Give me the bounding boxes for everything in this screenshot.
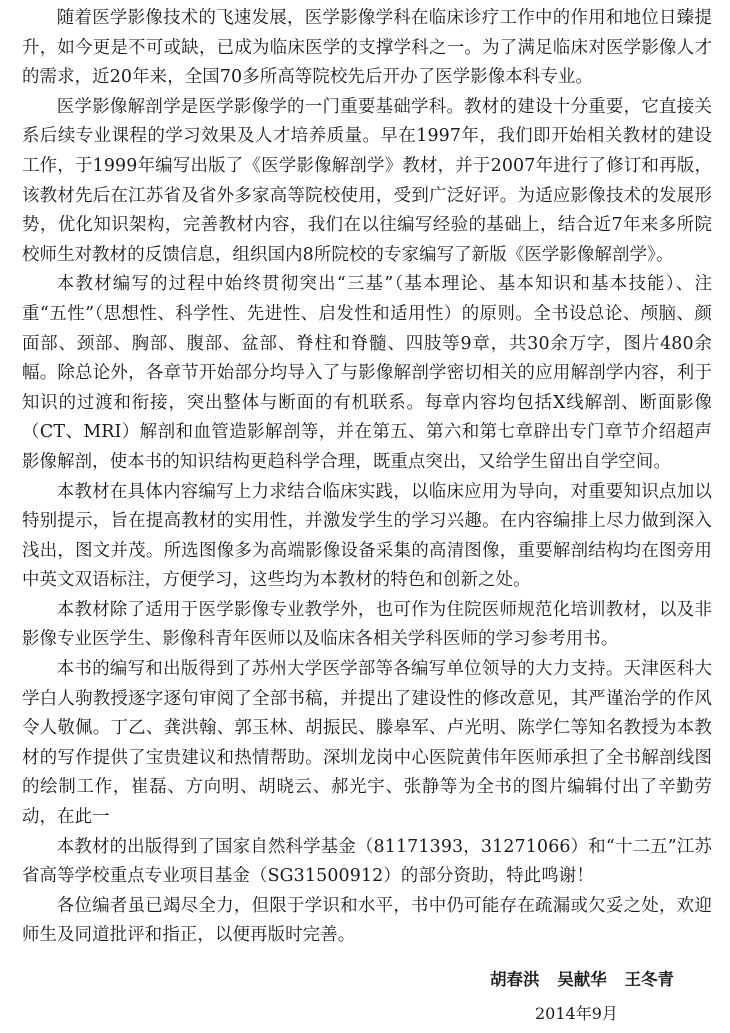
paragraph-audience: 本教材除了适用于医学影像专业教学外，也可作为住院医师规范化培训教材，以及非影像专业医学生、影像科青年医师以及临床各相关学科医师的学习参考用书。 [22, 599, 712, 650]
paragraph-practice: 本教材在具体内容编写上力求结合临床实践，以临床应用为导向，对重要知识点加以特别提示，旨在提高教材的实用性，并激发学生的学习兴趣。在内容编排上尽力做到深入浅出，图文并茂。所选图像多为高端影像设备采集的高清图像，重要解剖结构均在图旁用中英文双语标注，方便学习，这些均为本教材的特色和创新之处。 [22, 481, 712, 591]
author-name: 王冬青 [624, 970, 674, 989]
preface-date: 2014年9月 [535, 1004, 618, 1023]
paragraph-principles: 本教材编写的过程中始终贯彻突出“三基”（基本理论、基本知识和基本技能）、注重“五性”（思想性、科学性、先进性、启发性和适用性）的原则。全书设总论、颅脑、颜面部、颈部、胸部、腹部、盆部、脊柱和脊髓、四肢等9章，共30余万字，图片480余幅。除总论外，各章节开始部分均导入了与影像解剖学密切相关的应用解剖学内容，利于知识的过渡和衔接，突出整体与断面的有机联系。每章内容均包括X线解剖、断面影像（CT、MRI）解剖和血管造影解剖等，并在第五、第六和第七章辟出专门章节介绍超声影像解剖，使本书的知识结构更趋科学合理，既重点突出，又给学生留出自学空间。 [22, 274, 712, 472]
author-name: 吴献华 [557, 970, 607, 989]
author-signature [490, 969, 720, 991]
preface-body [22, 4, 712, 951]
paragraph-intro: 随着医学影像技术的飞速发展，医学影像学科在临床诊疗工作中的作用和地位日臻提升，如今更是不可或缺，已成为临床医学的支撑学科之一。为了满足临床对医学影像人才的需求，近20年来，全国70多所高等院校先后开办了医学影像本科专业。 [22, 8, 712, 88]
paragraph-funding: 本教材的出版得到了国家自然科学基金（81171393，31271066）和“十二五”江苏省高等学校重点专业项目基金（SG31500912）的部分资助，特此鸣谢！ [22, 836, 712, 887]
paragraph-acknowledgements: 本书的编写和出版得到了苏州大学医学部等各编写单位领导的大力支持。天津医科大学白人驹教授逐字逐句审阅了全部书稿，并提出了建设性的修改意见，其严谨治学的作风令人敬佩。丁乙、龚洪翰、郭玉林、胡振民、滕皋军、卢光明、陈学仁等知名教授为本教材的写作提供了宝贵建议和热情帮助。深圳龙岗中心医院黄伟年医师承担了全书解剖线图的绘制工作，崔磊、方向明、胡晓云、郝光宇、张静等为全书的图片编辑付出了辛勤劳动，在此一 [22, 659, 712, 828]
paragraph-history: 医学影像解剖学是医学影像学的一门重要基础学科。教材的建设十分重要，它直接关系后续专业课程的学习效果及人才培养质量。早在1997年，我们即开始相关教材的建设工作，于1999年编写出版了《医学影像解剖学》教材，并于2007年进行了修订和再版，该教材先后在江苏省及省外多家高等院校使用，受到广泛好评。为适应影像技术的发展形势，优化知识架构，完善教材内容，我们在以往编写经验的基础上，结合近7年来多所院校师生对教材的反馈信息，组织国内8所院校的专家编写了新版《医学影像解剖学》。 [22, 96, 712, 265]
paragraph-closing: 各位编者虽已竭尽全力，但限于学识和水平，书中仍可能存在疏漏或欠妥之处，欢迎师生及同道批评和指正，以便再版时完善。 [22, 895, 712, 946]
author-name: 胡春洪 [490, 970, 540, 989]
